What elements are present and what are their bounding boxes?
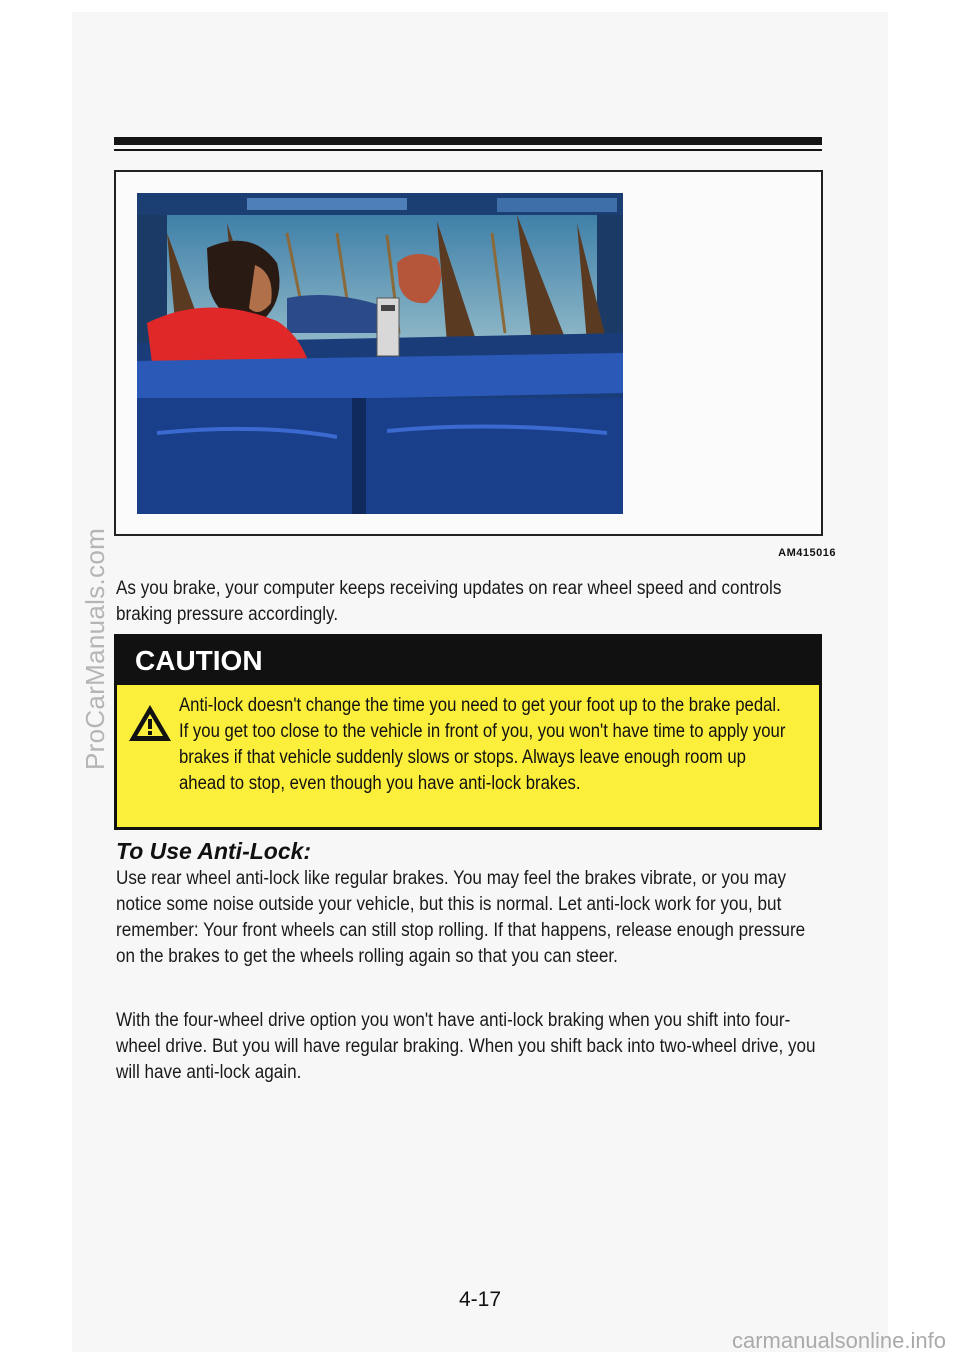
caution-text: Anti-lock doesn't change the time you need to get your foot up to the brake pedal. If you get too close to the vehicle in front of you, you won't have time to apply your brakes if that vehicle suddenly slows or stops. Always leave enough room up ahead to stop, even though you have anti-lock brakes. [179, 695, 786, 794]
page-number: 4-17 [458, 1288, 502, 1311]
figure-id: AM415016 [778, 547, 836, 559]
header-rule-thin [114, 149, 822, 151]
footer-watermark: carmanualsonline.info [731, 1328, 946, 1353]
caution-label: CAUTION [117, 637, 819, 685]
warning-triangle-icon [127, 703, 173, 743]
section-heading: To Use Anti-Lock: [116, 838, 312, 864]
side-watermark: ProCarManuals.com [80, 527, 110, 770]
body-paragraph-2: With the four-wheel drive option you won't have anti-lock braking when you shift into four-wheel drive. But you will have regular braking. When you shift back into two-wheel drive, you will have anti-lock again. [116, 1010, 816, 1083]
driver-illustration [137, 193, 623, 514]
intro-paragraph: As you brake, your computer keeps receiving updates on rear wheel speed and controls braking pressure accordingly. [116, 578, 782, 625]
header-rule-thick [114, 137, 822, 145]
caution-box [114, 634, 822, 830]
body-paragraph-1: Use rear wheel anti-lock like regular brakes. You may feel the brakes vibrate, or you may notice some noise outside your vehicle, but this is normal. Let anti-lock work for you, but remember: Your front wheels can still stop rolling. If that happens, release enough pressure on the brakes to get the wheels rolling again so that you can steer. [116, 868, 806, 967]
